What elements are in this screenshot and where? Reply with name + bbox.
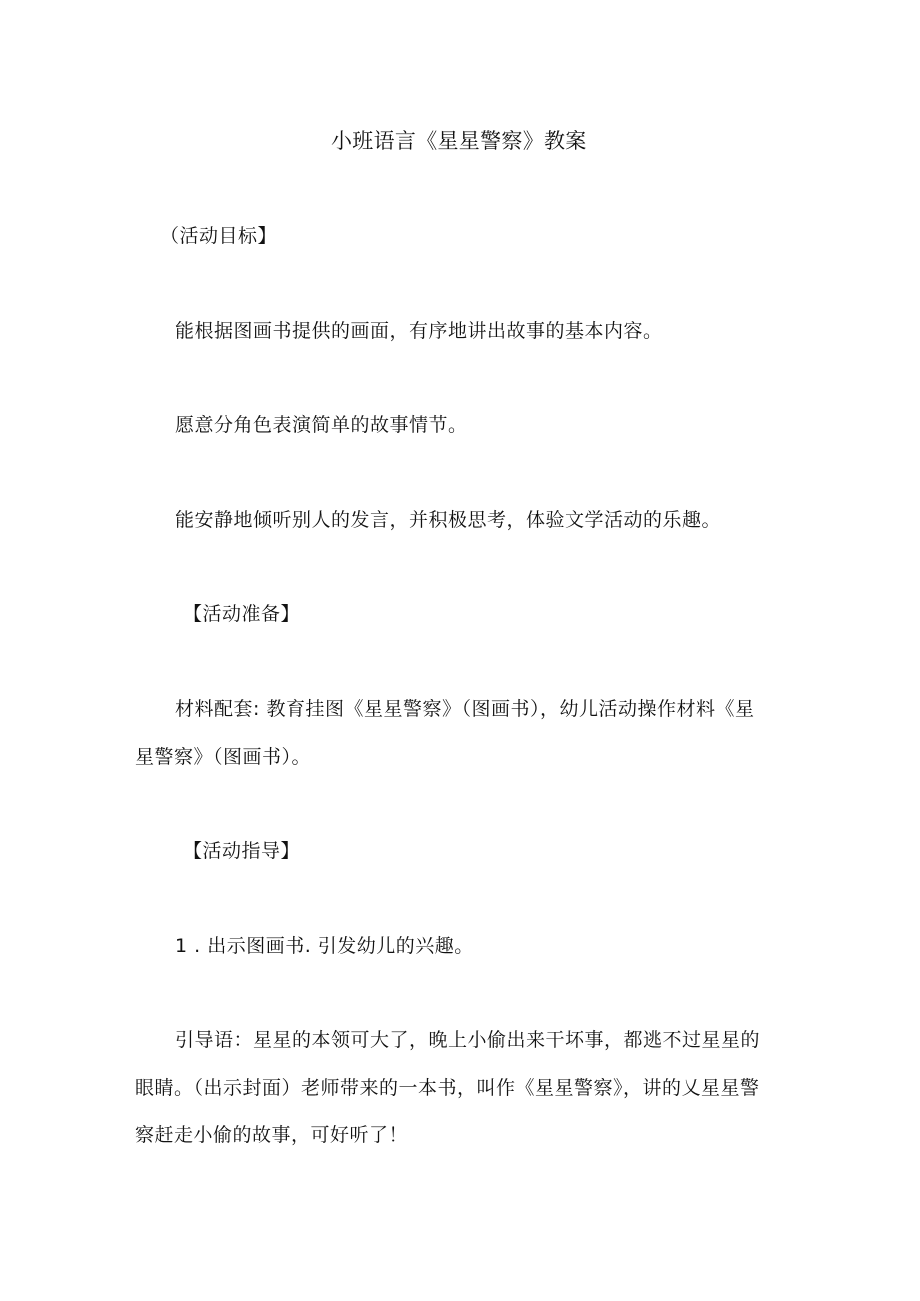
intro-line-2: 眼睛。（出示封面）老师带来的一本书，叫作《星星警察》，讲的乂星星警 bbox=[135, 1077, 760, 1099]
document-title: 小班语言《星星警察》教案 bbox=[331, 129, 587, 153]
preparation-line-1: 材料配套: 教育挂图《星星警察》（图画书），幼儿活动操作材料《星 bbox=[175, 698, 755, 720]
goal-item-1: 能根据图画书提供的画面，有序地讲出故事的基本内容。 bbox=[175, 320, 663, 342]
section-heading-guidance: 【活动指导】 bbox=[183, 840, 301, 862]
goal-item-3: 能安静地倾听别人的发言，并积极思考，体验文学活动的乐趣。 bbox=[175, 509, 722, 531]
preparation-line-2: 星警察》（图画书）。 bbox=[135, 746, 312, 768]
intro-line-1: 引导语：星星的本领可大了，晚上小偷出来干坏事，都逃不过星星的 bbox=[175, 1029, 761, 1051]
section-heading-preparation: 【活动准备】 bbox=[183, 603, 301, 625]
goal-item-2: 愿意分角色表演简单的故事情节。 bbox=[175, 414, 468, 436]
guidance-step-1: 1 . 出示图画书. 引发幼儿的兴趣。 bbox=[175, 935, 474, 957]
intro-line-3: 察赶走小偷的故事，可好听了！ bbox=[135, 1124, 409, 1146]
section-heading-goals: （活动目标】 bbox=[160, 225, 278, 247]
